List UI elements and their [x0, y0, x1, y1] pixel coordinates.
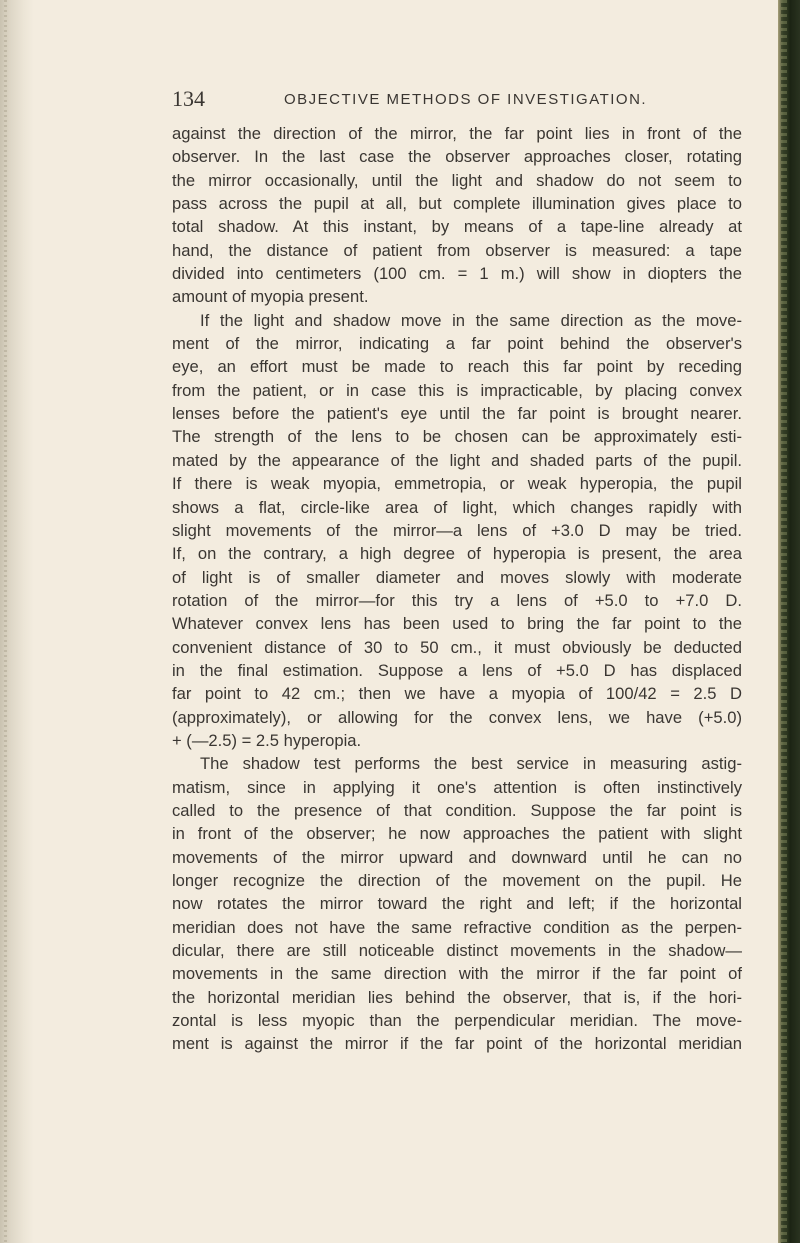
- text-line: the horizontal meridian lies behind the observer, that is, if the hori-: [172, 987, 742, 1007]
- running-title: OBJECTIVE METHODS OF INVESTIGATION.: [284, 91, 648, 108]
- text-line: now rotates the mirror toward the right and left; if the horizontal: [172, 894, 742, 914]
- text-line: the mirror occasionally, until the light and shadow do not seem to: [172, 170, 742, 190]
- text-line: + (—2.5) = 2.5 hyperopia.: [172, 730, 362, 750]
- body-text: [172, 122, 742, 1122]
- text-line: If, on the contrary, a high degree of hyperopia is present, the area: [172, 544, 742, 564]
- text-line: hand, the distance of patient from observer is measured: a tape: [172, 240, 742, 260]
- text-line: total shadow. At this instant, by means of a tape-line already at: [172, 217, 742, 237]
- text-line: in front of the observer; he now approaches the patient with slight: [172, 824, 742, 844]
- text-line: rotation of the mirror—for this try a lens of +5.0 to +7.0 D.: [172, 590, 742, 610]
- page-number: 134: [172, 86, 205, 111]
- text-line: meridian does not have the same refractive condition as the perpen-: [172, 917, 742, 937]
- text-line: called to the presence of that condition. Suppose the far point is: [172, 800, 742, 820]
- text-line: from the patient, or in case this is impracticable, by placing convex: [172, 380, 742, 400]
- text-line: ment is against the mirror if the far point of the horizontal meridian: [172, 1034, 742, 1054]
- text-line: If the light and shadow move in the same direction as the move-: [200, 310, 742, 330]
- text-line: pass across the pupil at all, but complete illumination gives place to: [172, 194, 742, 214]
- text-line: lenses before the patient's eye until the far point is brought nearer.: [172, 404, 742, 424]
- text-line: movements of the mirror upward and downward until he can no: [172, 847, 742, 867]
- text-line: divided into centimeters (100 cm. = 1 m.) will show in diopters the: [172, 264, 742, 284]
- text-line: Whatever convex lens has been used to bring the far point to the: [172, 614, 742, 634]
- text-line: observer. In the last case the observer approaches closer, rotating: [172, 147, 742, 167]
- text-line: amount of myopia present.: [172, 287, 369, 307]
- text-line: movements in the same direction with the mirror if the far point of: [172, 964, 742, 984]
- text-line: of light is of smaller diameter and moves slowly with moderate: [172, 567, 742, 587]
- text-line: against the direction of the mirror, the far point lies in front of the: [172, 124, 742, 143]
- text-line: in the final estimation. Suppose a lens of +5.0 D has displaced: [172, 660, 742, 680]
- text-line: (approximately), or allowing for the convex lens, we have (+5.0): [172, 707, 742, 727]
- text-line: The strength of the lens to be chosen can be approximately esti-: [172, 427, 742, 447]
- text-line: shows a flat, circle-like area of light, which changes rapidly with: [172, 497, 742, 517]
- text-line: dicular, there are still noticeable distinct movements in the shadow—: [172, 941, 742, 961]
- book-binding-gutter: [0, 0, 34, 1243]
- text-line: mated by the appearance of the light and shaded parts of the pupil.: [172, 450, 742, 470]
- text-line: far point to 42 cm.; then we have a myopia of 100/42 = 2.5 D: [172, 684, 742, 704]
- text-line: The shadow test performs the best service in measuring astig-: [200, 754, 742, 774]
- text-line: matism, since in applying it one's attention is often instinctively: [172, 777, 742, 797]
- text-line: longer recognize the direction of the movement on the pupil. He: [172, 871, 742, 890]
- text-line: slight movements of the mirror—a lens of +3.0 D may be tried.: [172, 520, 742, 540]
- text-line: If there is weak myopia, emmetropia, or weak hyperopia, the pupil: [172, 474, 742, 494]
- page-stack-edge: [778, 0, 800, 1243]
- text-line: convenient distance of 30 to 50 cm., it must obviously be deducted: [172, 637, 742, 657]
- text-line: eye, an effort must be made to reach this far point by receding: [172, 357, 742, 377]
- running-head: [172, 86, 732, 114]
- text-line: zontal is less myopic than the perpendicular meridian. The move-: [172, 1011, 742, 1031]
- text-line: ment of the mirror, indicating a far point behind the observer's: [172, 334, 742, 354]
